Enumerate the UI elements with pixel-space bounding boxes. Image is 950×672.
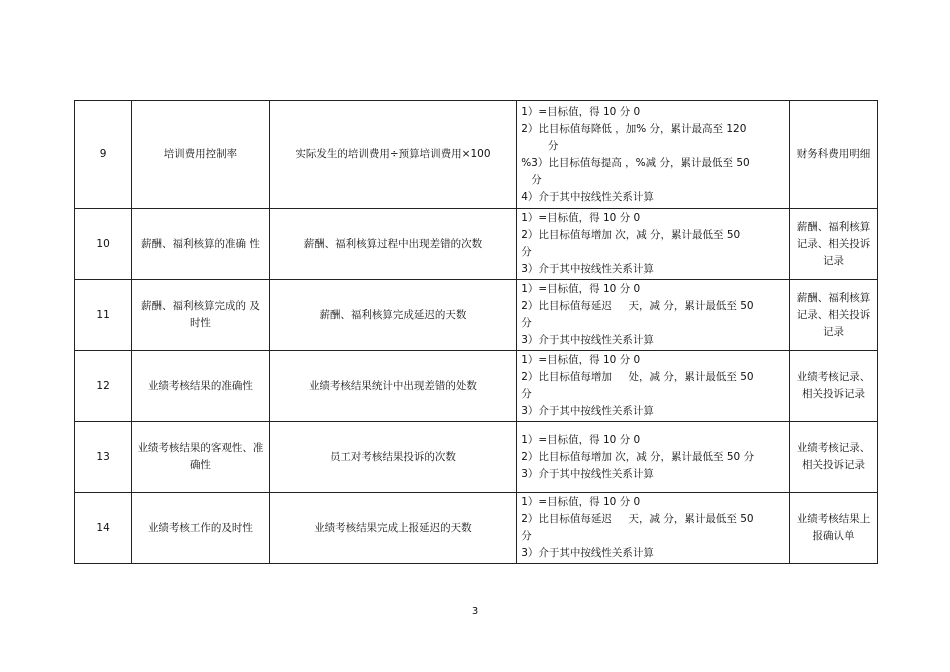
calculation-formula: 业绩考核结果完成上报延迟的天数 bbox=[269, 493, 517, 564]
scoring-standard bbox=[517, 280, 790, 351]
indicator-name: 业绩考核结果的准确性 bbox=[132, 351, 270, 422]
standard-line: 2）比目标值每延迟 天，减 分，累计最低至 50 bbox=[521, 513, 754, 525]
data-source: 薪酬、福利核算记录、相关投诉记录 bbox=[789, 280, 877, 351]
item-number: 9 bbox=[75, 101, 132, 209]
standard-line: 2）比目标值每增加 处，减 分，累计最低至 50 bbox=[521, 371, 754, 383]
scoring-standard bbox=[517, 493, 790, 564]
calculation-formula: 实际发生的培训费用÷预算培训费用×100 bbox=[269, 101, 517, 209]
data-source: 薪酬、福利核算记录、相关投诉记录 bbox=[789, 209, 877, 280]
standard-line: 1）=目标值，得 10 分 0 bbox=[521, 283, 641, 295]
item-number: 11 bbox=[75, 280, 132, 351]
standard-line: 3）介于其中按线性关系计算 bbox=[521, 467, 654, 480]
standard-line: 2）比目标值每增加 次，减 分，累计最低至 50 bbox=[521, 229, 741, 241]
item-number: 13 bbox=[75, 422, 132, 493]
data-source: 业绩考核记录、相关投诉记录 bbox=[789, 351, 877, 422]
indicator-name: 业绩考核工作的及时性 bbox=[132, 493, 270, 564]
standard-line: %3）比目标值每提高 ，%减 分，累计最低至 50 bbox=[521, 156, 750, 169]
item-number: 12 bbox=[75, 351, 132, 422]
table-row bbox=[75, 493, 878, 564]
data-source: 财务科费用明细 bbox=[789, 101, 877, 209]
indicator-name: 薪酬、福利核算完成的 及时性 bbox=[132, 280, 270, 351]
table-row bbox=[75, 422, 878, 493]
standard-line: 1）=目标值，得 10 分 0 bbox=[521, 105, 641, 118]
calculation-formula: 薪酬、福利核算完成延迟的天数 bbox=[269, 280, 517, 351]
standard-line: 2）比目标值每降低 ，加% 分，累计最高至 120 bbox=[521, 122, 747, 135]
standard-line: 2）比目标值每延迟 天，减 分，累计最低至 50 bbox=[521, 300, 754, 312]
standard-line: 3）介于其中按线性关系计算 bbox=[521, 547, 654, 559]
table-row bbox=[75, 351, 878, 422]
standard-line: 分 bbox=[521, 388, 532, 400]
calculation-formula: 薪酬、福利核算过程中出现差错的次数 bbox=[269, 209, 517, 280]
standard-line: 4）介于其中按线性关系计算 bbox=[521, 190, 654, 203]
standard-line: 3）介于其中按线性关系计算 bbox=[521, 263, 654, 275]
table-row bbox=[75, 209, 878, 280]
standard-line: 分 bbox=[521, 530, 532, 542]
standard-line: 分 bbox=[521, 246, 532, 258]
item-number: 14 bbox=[75, 493, 132, 564]
scoring-standard bbox=[517, 101, 790, 209]
kpi-table bbox=[74, 100, 878, 564]
scoring-standard bbox=[517, 209, 790, 280]
calculation-formula: 员工对考核结果投诉的次数 bbox=[269, 422, 517, 493]
scoring-standard bbox=[517, 351, 790, 422]
standard-line: 2）比目标值每增加 次，减 分，累计最低至 50 分 bbox=[521, 450, 755, 463]
standard-line: 分 bbox=[521, 139, 559, 152]
data-source: 业绩考核结果上报确认单 bbox=[789, 493, 877, 564]
item-number: 10 bbox=[75, 209, 132, 280]
standard-line: 1）=目标值，得 10 分 0 bbox=[521, 433, 641, 446]
scoring-standard bbox=[517, 422, 790, 493]
table-row bbox=[75, 101, 878, 209]
standard-line: 1）=目标值，得 10 分 0 bbox=[521, 212, 641, 224]
standard-line: 1）=目标值，得 10 分 0 bbox=[521, 354, 641, 366]
standard-line: 分 bbox=[521, 173, 542, 186]
standard-line: 3）介于其中按线性关系计算 bbox=[521, 334, 654, 346]
page-number: 3 bbox=[471, 606, 479, 617]
standard-line: 分 bbox=[521, 317, 532, 329]
standard-line: 1）=目标值，得 10 分 0 bbox=[521, 496, 641, 508]
calculation-formula: 业绩考核结果统计中出现差错的处数 bbox=[269, 351, 517, 422]
table-row bbox=[75, 280, 878, 351]
data-source: 业绩考核记录、相关投诉记录 bbox=[789, 422, 877, 493]
indicator-name: 培训费用控制率 bbox=[132, 101, 270, 209]
indicator-name: 业绩考核结果的客观性、准确性 bbox=[132, 422, 270, 493]
standard-line: 3）介于其中按线性关系计算 bbox=[521, 405, 654, 417]
indicator-name: 薪酬、福利核算的准确 性 bbox=[132, 209, 270, 280]
